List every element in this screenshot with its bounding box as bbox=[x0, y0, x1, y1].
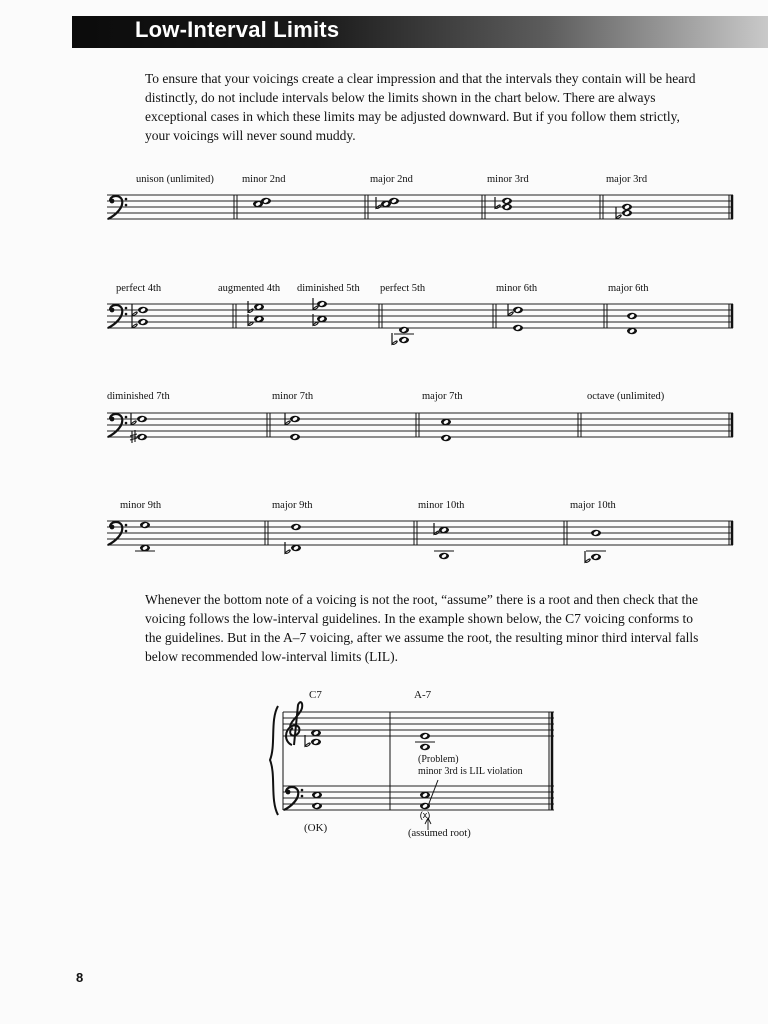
interval-label: minor 7th bbox=[272, 391, 314, 402]
page-number: 8 bbox=[76, 970, 84, 985]
interval-label: diminished 5th bbox=[297, 283, 360, 294]
violation-note: minor 3rd is LIL violation bbox=[418, 766, 523, 777]
body-paragraph: Whenever the bottom note of a voicing is not the root, “assume” there is a root and then check that the voicing follows the low-interval guidelines. In the example shown below, the C7 voicing conforms to the guidelines. But in the A–7 voicing, after we assume the root, the resulting minor third interval falls below recommended low-interval limits (LIL). bbox=[145, 592, 699, 664]
interval-label: major 6th bbox=[608, 283, 649, 294]
interval-label: perfect 5th bbox=[380, 283, 426, 294]
interval-label: major 10th bbox=[570, 500, 616, 511]
interval-label: minor 9th bbox=[120, 500, 162, 511]
interval-label: minor 2nd bbox=[242, 174, 286, 185]
ok-label: (OK) bbox=[304, 822, 328, 834]
interval-label: perfect 4th bbox=[116, 283, 162, 294]
interval-label: minor 3rd bbox=[487, 174, 529, 185]
interval-label: minor 10th bbox=[418, 500, 465, 511]
interval-label: major 9th bbox=[272, 500, 313, 511]
page-title: Low-Interval Limits bbox=[135, 17, 340, 42]
problem-note: (Problem) bbox=[418, 754, 459, 765]
chord-symbol-c7: C7 bbox=[309, 689, 322, 701]
interval-label: major 2nd bbox=[370, 174, 413, 185]
interval-label: augmented 4th bbox=[218, 283, 281, 294]
assumed-root-label: (assumed root) bbox=[408, 828, 471, 839]
interval-label: major 3rd bbox=[606, 174, 648, 185]
intro-paragraph: To ensure that your voicings create a clear impression and that the intervals they contain will be heard distinctly, do not include intervals below the limits shown in the chart below. There are always exceptional cases in which these limits may be adjusted downward. But if you follow them strictly, your voicings will never sound muddy. bbox=[145, 71, 696, 143]
chord-symbol-a-7: A-7 bbox=[414, 689, 432, 701]
interval-label: octave (unlimited) bbox=[587, 391, 665, 402]
interval-label: major 7th bbox=[422, 391, 463, 402]
interval-label: unison (unlimited) bbox=[136, 174, 214, 185]
svg-text:(x): (x) bbox=[419, 810, 431, 820]
interval-label: minor 6th bbox=[496, 283, 538, 294]
interval-label: diminished 7th bbox=[107, 391, 170, 402]
